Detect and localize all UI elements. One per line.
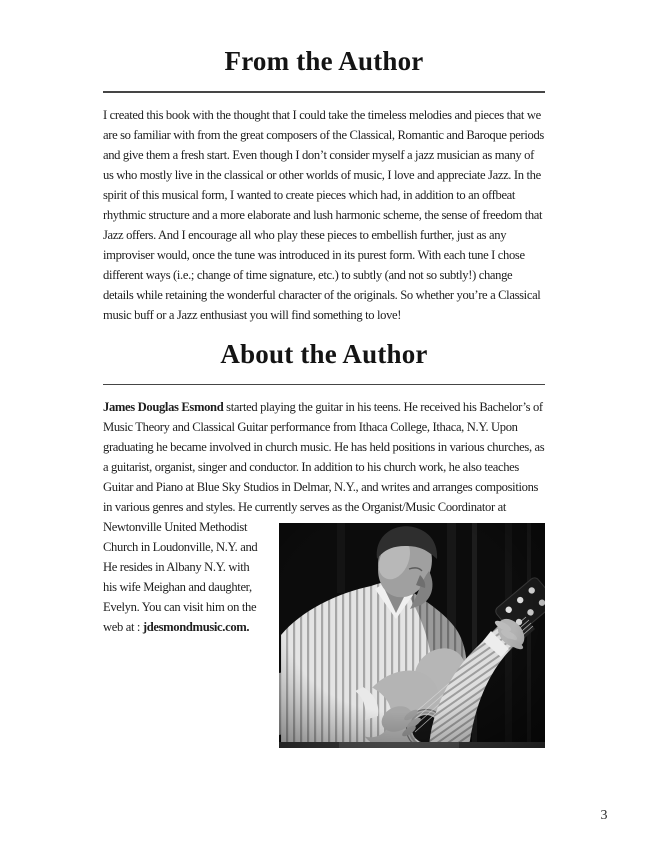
- from-author-paragraph: I created this book with the thought that I could take the timeless melodies and pieces that we are so familiar with from the great composers of the Classical, Romantic and Baroque periods and give them a fresh start. Even though I don’t consider myself a jazz musician as many of us who mostly live in the classical or other worlds of music, I love and appreciate Jazz. In the spirit of this musical form, I wanted to create pieces which had, in addition to an offbeat rhythmic structure and a more elaborate and lush harmonic scheme, the sense of freedom that Jazz offers. And I encourage all who play these pieces to embellish further, just as any improviser would, once the tune was introduced in its purest form. With each tune I chose different ways (i.e.; change of time signature, etc.) to subtly (and not so subtly!) change details while retaining the wonderful character of the originals. So whether you’re a Classical music buff or a Jazz enthusiast you will find something to love!: [103, 107, 544, 322]
- author-photo: [279, 523, 545, 748]
- author-photo-graphic: [279, 523, 545, 748]
- author-name: James Douglas Esmond: [103, 400, 224, 415]
- website-text: jdesmondmusic.com.: [142, 620, 250, 635]
- page-content: [103, 46, 545, 756]
- section-divider: [103, 384, 545, 386]
- from-author-title: From the Author: [224, 46, 424, 76]
- about-author-title: About the Author: [220, 338, 428, 369]
- about-author-text-intro: started playing the guitar in his teens. He received his Bachelor’s of Music Theory and Classical Guitar performance from Ithaca College, Ithaca, N.Y. Upon graduating he became involved in church music. He has held positions in various churches, as a guitarist, organist, singer and conductor. In addition to his church work, he also teaches Guitar and Piano at Blue Sky Studios in Delmar, N.Y., and writes and arranges compositions in various genres and styles. He currently: [103, 400, 545, 515]
- about-author-paragraph: [103, 397, 545, 637]
- section-divider: [103, 91, 545, 93]
- page-number: 3: [600, 808, 608, 823]
- about-author-text-wrap: serves as the Organist/Music Coordinator at Newtonville United Methodist Church in Loudonville, N.Y. and He resides in Albany N.Y. with his wife Meighan and daughter, Evelyn. You can visit him on the web at :: [103, 500, 507, 635]
